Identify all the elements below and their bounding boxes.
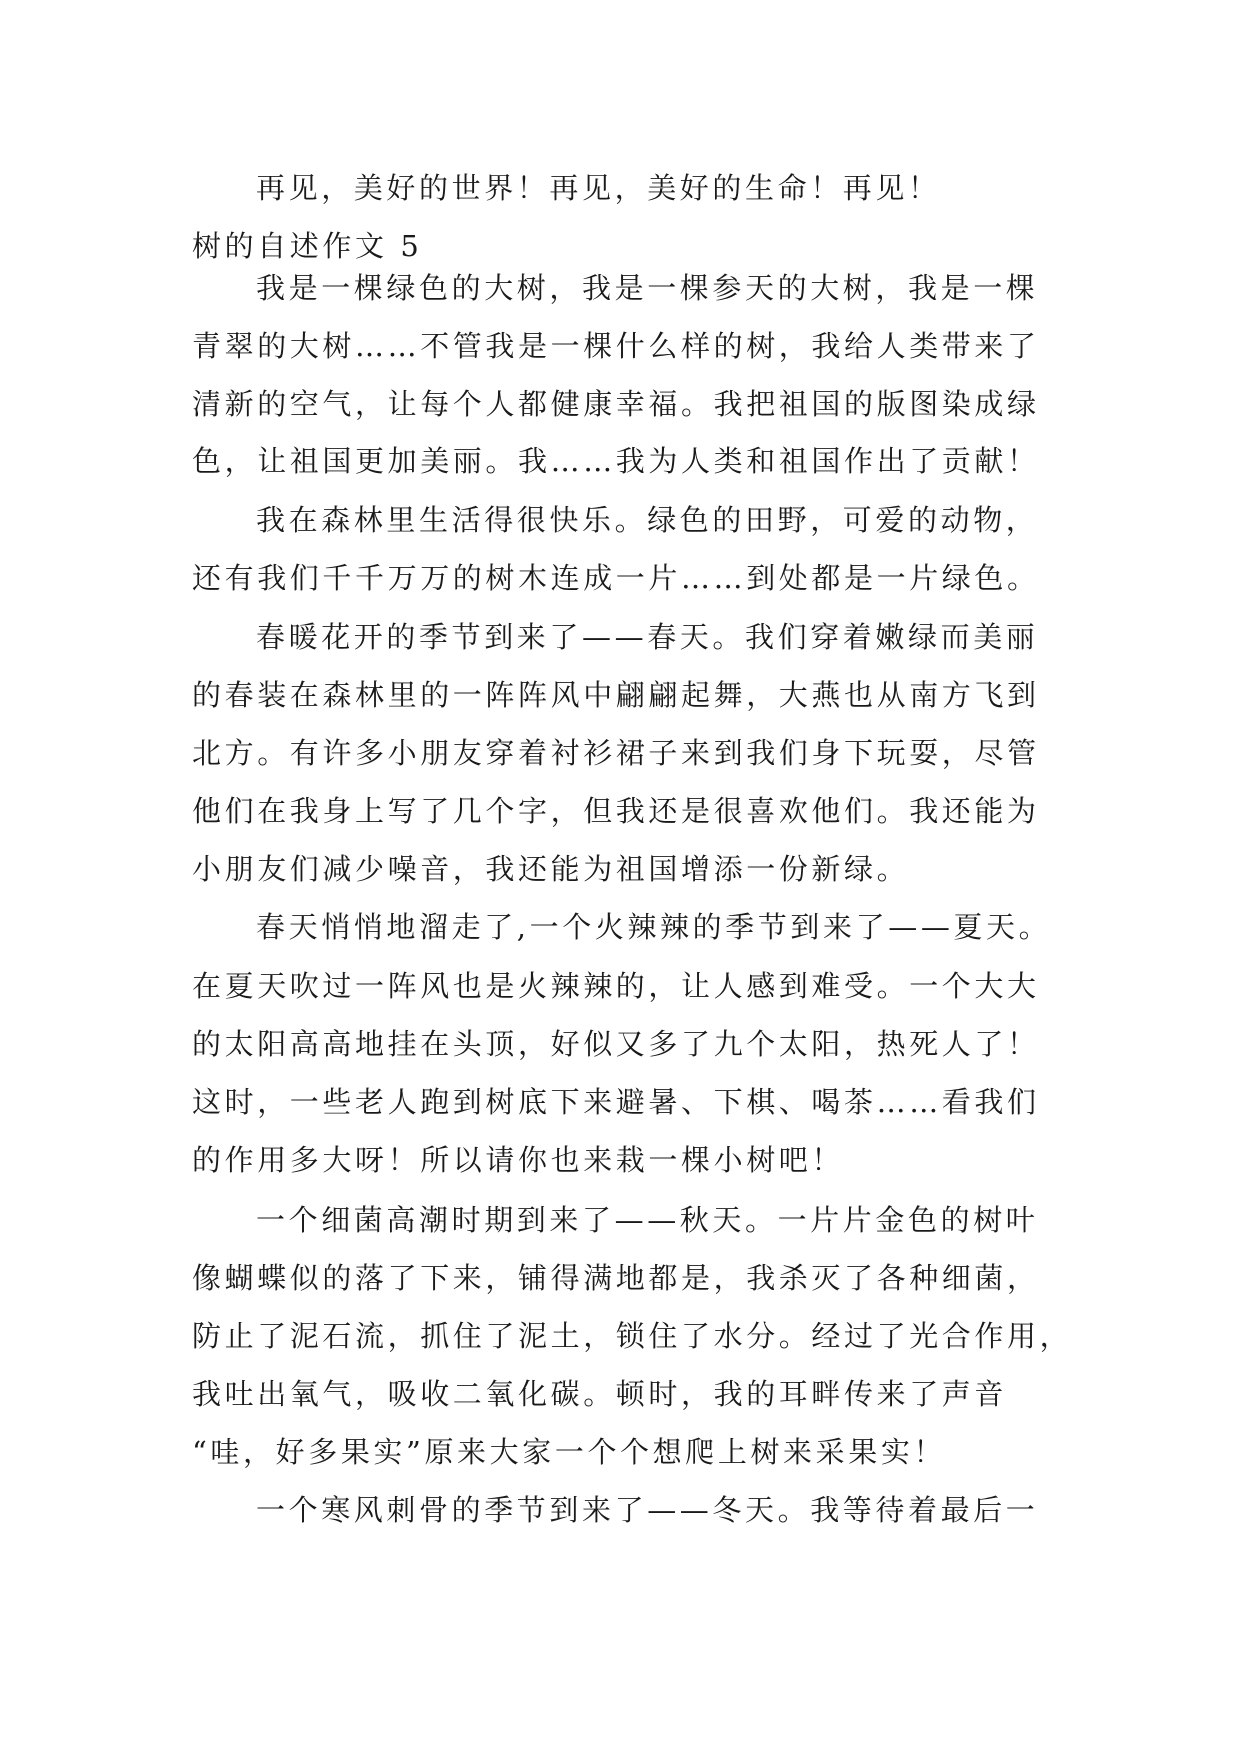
text-line: 我在森林里生活得很快乐。绿色的田野，可爱的动物， <box>256 503 1039 537</box>
text-line: 的春装在森林里的一阵阵风中翩翩起舞，大燕也从南方飞到 <box>192 678 1040 712</box>
text-line: 像蝴蝶似的落了下来，铺得满地都是，我杀灭了各种细菌， <box>192 1261 1040 1295</box>
section-heading: 树的自述作文 5 <box>192 229 423 263</box>
text-line: 的太阳高高地挂在头顶，好似又多了九个太阳，热死人了！ <box>192 1027 1040 1061</box>
text-line: 还有我们千千万万的树木连成一片……到处都是一片绿色。 <box>192 561 1040 595</box>
text-line: 我是一棵绿色的大树，我是一棵参天的大树，我是一棵 <box>256 271 1039 305</box>
text-line: 春暖花开的季节到来了——春天。我们穿着嫩绿而美丽 <box>256 620 1039 654</box>
text-line: 再见，美好的世界！再见，美好的生命！再见！ <box>256 171 941 205</box>
text-line: 在夏天吹过一阵风也是火辣辣的，让人感到难受。一个大大 <box>192 969 1040 1003</box>
text-line: 清新的空气，让每个人都健康幸福。我把祖国的版图染成绿 <box>192 387 1040 421</box>
text-line: 北方。有许多小朋友穿着衬衫裙子来到我们身下玩耍，尽管 <box>192 736 1040 770</box>
text-line: 春天悄悄地溜走了,一个火辣辣的季节到来了——夏天。 <box>256 910 1052 944</box>
text-line: 防止了泥石流，抓住了泥土，锁住了水分。经过了光合作用， <box>192 1319 1073 1353</box>
text-line: 青翠的大树……不管我是一棵什么样的树，我给人类带来了 <box>192 329 1040 363</box>
text-line: 一个细菌高潮时期到来了——秋天。一片片金色的树叶 <box>256 1203 1039 1237</box>
text-line: “哇，好多果实”原来大家一个个想爬上树来采果实！ <box>192 1435 947 1469</box>
text-line: 这时，一些老人跑到树底下来避暑、下棋、喝茶……看我们 <box>192 1085 1040 1119</box>
text-line: 色，让祖国更加美丽。我……我为人类和祖国作出了贡献！ <box>192 444 1040 478</box>
text-line: 他们在我身上写了几个字，但我还是很喜欢他们。我还能为 <box>192 794 1040 828</box>
text-line: 的作用多大呀！所以请你也来栽一棵小树吧！ <box>192 1143 845 1177</box>
text-line: 一个寒风刺骨的季节到来了——冬天。我等待着最后一 <box>256 1493 1039 1527</box>
text-line: 小朋友们减少噪音，我还能为祖国增添一份新绿。 <box>192 852 910 886</box>
text-line: 我吐出氧气，吸收二氧化碳。顿时，我的耳畔传来了声音 <box>192 1377 1008 1411</box>
